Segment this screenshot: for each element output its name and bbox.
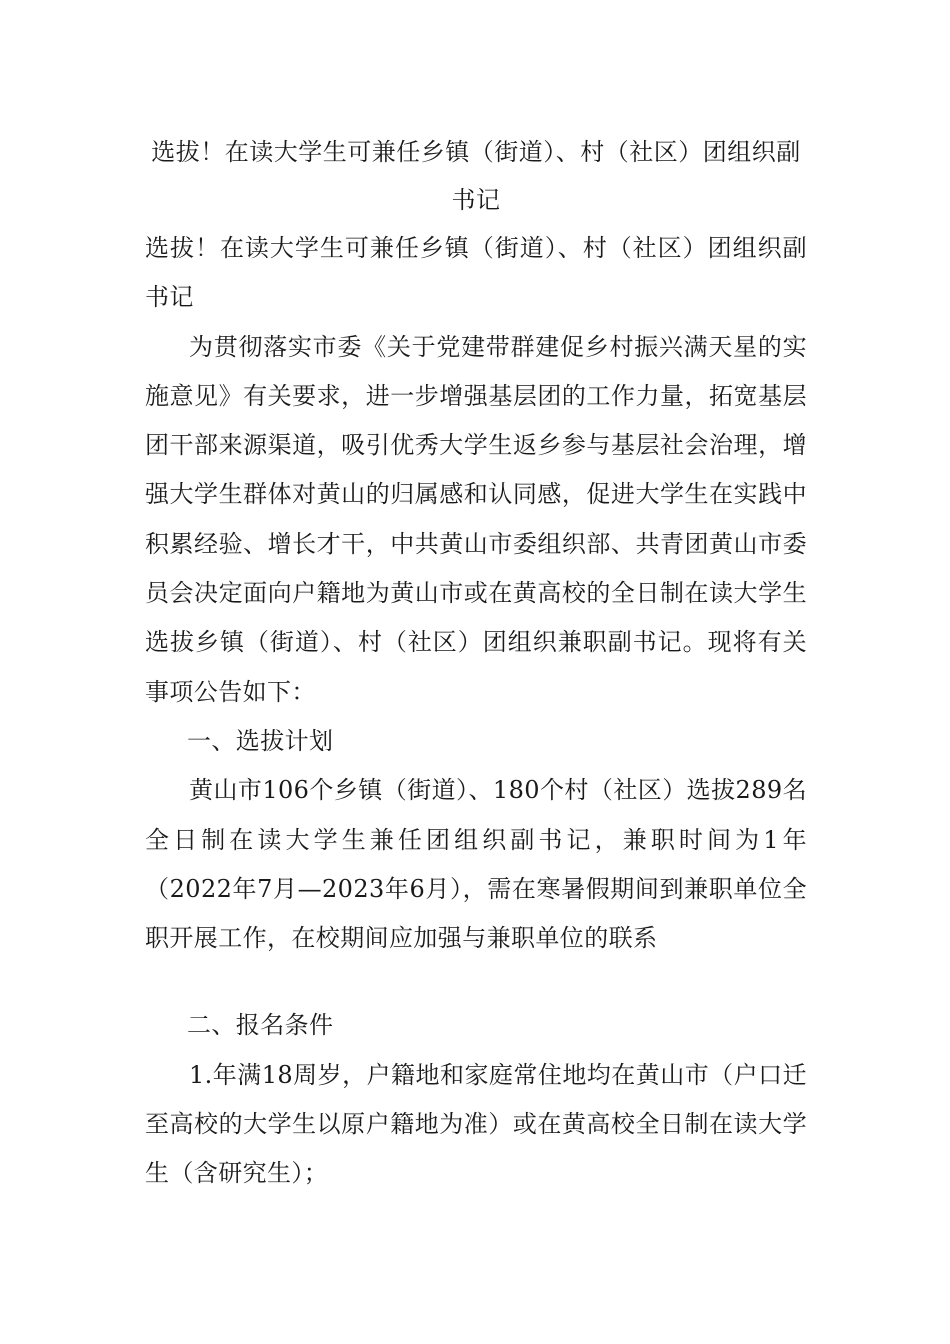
- paragraph-gap: [145, 963, 807, 1001]
- section-1-body: 黄山市106个乡镇（街道）、180个村（社区）选拔289名全日制在读大学生兼任团组织副书记，兼职时间为1年（2022年7月—2023年6月），需在寒暑假期间到兼职单位全职开展工作，在校期间应加强与兼职单位的联系: [145, 776, 807, 953]
- intro-paragraph: 为贯彻落实市委《关于党建带群建促乡村振兴满天星的实施意见》有关要求，进一步增强基层团的工作力量，拓宽基层团干部来源渠道，吸引优秀大学生返乡参与基层社会治理，增强大学生群体对黄山的归属感和认同感，促进大学生在实践中积累经验、增长才干，中共黄山市委组织部、共青团黄山市委员会决定面向户籍地为黄山市或在黄高校的全日制在读大学生选拔乡镇（街道）、村（社区）团组织兼职副书记。现将有关事项公告如下：: [145, 332, 807, 706]
- section-2-item-1: 1.年满18周岁，户籍地和家庭常住地均在黄山市（户口迁至高校的大学生以原户籍地为准）或在黄高校全日制在读大学生（含研究生）；: [145, 1060, 807, 1188]
- section-1-heading: 一、选拔计划: [187, 726, 334, 755]
- document-content: [145, 128, 807, 1199]
- repeated-title: 选拔！在读大学生可兼任乡镇（街道）、村（社区）团组织副书记: [145, 234, 807, 312]
- document-title: 选拔！在读大学生可兼任乡镇（街道）、村（社区）团组织副书记: [151, 138, 801, 214]
- section-2-heading: 二、报名条件: [187, 1011, 334, 1040]
